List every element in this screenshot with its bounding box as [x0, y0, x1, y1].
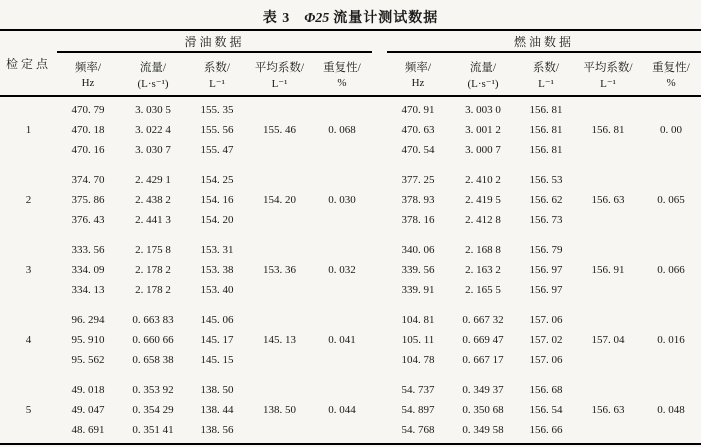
cell-repeatability: 0. 044	[328, 404, 356, 416]
cell-frequency: 470. 18	[71, 124, 105, 136]
group-gap	[372, 240, 387, 300]
col-label: 重复性/	[323, 62, 361, 74]
cell-flow: 2. 178 2	[135, 284, 171, 296]
cell-coefficient: 145. 17	[200, 334, 234, 346]
cell-coefficient: 155. 56	[200, 124, 234, 136]
cell-average-coefficient: 138. 50	[263, 404, 296, 416]
cell-coefficient: 153. 40	[200, 284, 234, 296]
col-header-coefficient	[517, 52, 575, 96]
cell-checkpoint: 4	[25, 334, 32, 346]
cell-frequency: 95. 562	[71, 354, 105, 366]
cell-average-coefficient: 154. 20	[263, 194, 296, 206]
col-unit: L⁻¹	[209, 77, 225, 90]
cell-coefficient: 154. 20	[200, 214, 234, 226]
cell-repeatability: 0. 048	[657, 404, 685, 416]
cell-coefficient: 157. 06	[529, 354, 563, 366]
table-title	[0, 0, 701, 29]
cell-flow: 2. 410 2	[465, 174, 501, 186]
cell-frequency: 334. 09	[71, 264, 105, 276]
cell-flow: 2. 441 3	[135, 214, 171, 226]
cell-repeatability: 0. 030	[328, 194, 356, 206]
spacer-row	[0, 160, 701, 170]
cell-coefficient: 138. 56	[200, 424, 234, 436]
col-label: 系数/	[532, 61, 560, 74]
cell-repeatability: 0. 032	[328, 264, 356, 276]
cell-coefficient: 156. 97	[529, 284, 563, 296]
group-gap	[372, 30, 387, 96]
table-row	[0, 240, 701, 260]
col-unit: L⁻¹	[600, 77, 616, 90]
col-label: 平均系数/	[583, 61, 633, 74]
cell-frequency: 470. 79	[71, 104, 105, 116]
cell-average-coefficient: 156. 63	[591, 404, 625, 416]
table-row	[0, 310, 701, 330]
cell-coefficient: 157. 06	[529, 314, 563, 326]
cell-flow: 0. 354 29	[132, 404, 174, 416]
cell-repeatability: 0. 066	[657, 264, 685, 276]
cell-flow: 2. 165 5	[465, 284, 501, 296]
cell-frequency: 54. 897	[401, 404, 435, 416]
cell-frequency: 378. 16	[401, 214, 435, 226]
data-table	[0, 29, 701, 445]
cell-frequency: 339. 91	[401, 284, 435, 296]
cell-checkpoint: 1	[25, 124, 32, 136]
cell-flow: 2. 168 8	[465, 244, 501, 256]
group-gap	[372, 100, 387, 160]
cell-frequency: 105. 11	[401, 334, 435, 346]
cell-flow: 0. 658 38	[132, 354, 174, 366]
cell-frequency: 104. 81	[401, 314, 435, 326]
table-number: 表 3	[262, 11, 291, 26]
table-row	[0, 100, 701, 120]
cell-flow: 2. 429 1	[135, 174, 171, 186]
cell-frequency: 333. 56	[71, 244, 105, 256]
col-header-average-coefficient	[575, 52, 641, 96]
cell-flow: 3. 030 5	[135, 104, 171, 116]
spacer-row	[0, 300, 701, 310]
cell-coefficient: 145. 06	[200, 314, 234, 326]
col-header-frequency	[387, 52, 449, 96]
cell-coefficient: 154. 16	[200, 194, 234, 206]
cell-coefficient: 154. 25	[200, 174, 234, 186]
cell-flow: 0. 669 47	[462, 334, 504, 346]
cell-repeatability: 0. 068	[328, 124, 356, 136]
cell-checkpoint: 2	[25, 194, 32, 206]
col-unit: L⁻¹	[538, 77, 554, 90]
col-label: 流量/	[469, 61, 497, 74]
cell-flow: 0. 350 68	[462, 404, 504, 416]
group-header-row	[0, 30, 701, 52]
col-label: 频率/	[74, 62, 102, 74]
cell-average-coefficient: 156. 81	[591, 124, 625, 136]
cell-coefficient: 155. 47	[200, 144, 234, 156]
cell-coefficient: 138. 44	[200, 404, 234, 416]
cell-coefficient: 156. 81	[529, 104, 563, 116]
cell-frequency: 470. 91	[401, 104, 435, 116]
cell-coefficient: 156. 54	[529, 404, 563, 416]
col-label: 频率/	[404, 62, 432, 74]
cell-checkpoint: 3	[25, 264, 32, 276]
cell-flow: 3. 001 2	[465, 124, 501, 136]
cell-coefficient: 156. 53	[529, 174, 563, 186]
col-label: 平均系数/	[254, 61, 305, 74]
cell-coefficient: 156. 66	[529, 424, 563, 436]
cell-frequency: 48. 691	[71, 424, 105, 436]
col-header-flow	[119, 52, 187, 96]
cell-coefficient: 156. 79	[529, 244, 563, 256]
col-header-frequency	[57, 52, 119, 96]
spacer-row	[0, 440, 701, 444]
cell-coefficient: 156. 81	[529, 144, 563, 156]
cell-frequency: 470. 54	[401, 144, 435, 156]
cell-flow: 0. 667 17	[462, 354, 504, 366]
table-title-text: 流量计测试数据	[333, 11, 439, 26]
row-header-label: 检定点	[0, 30, 57, 96]
col-unit: %	[666, 77, 676, 89]
cell-average-coefficient: 157. 04	[591, 334, 625, 346]
col-unit: Hz	[81, 77, 95, 89]
cell-repeatability: 0. 065	[657, 194, 685, 206]
cell-frequency: 339. 56	[401, 264, 435, 276]
group-header-fuel-oil: 燃油数据	[387, 30, 701, 52]
cell-frequency: 340. 06	[401, 244, 435, 256]
group-header-lube-oil: 滑油数据	[57, 30, 372, 52]
cell-repeatability: 0. 00	[660, 124, 683, 136]
table-row	[0, 380, 701, 400]
cell-flow: 0. 349 37	[462, 384, 504, 396]
cell-frequency: 374. 70	[71, 174, 105, 186]
cell-repeatability: 0. 016	[657, 334, 685, 346]
cell-frequency: 470. 63	[401, 124, 435, 136]
cell-flow: 3. 000 7	[465, 144, 501, 156]
cell-flow: 2. 419 5	[465, 194, 501, 206]
cell-flow: 3. 030 7	[135, 144, 171, 156]
cell-average-coefficient: 156. 91	[591, 264, 625, 276]
cell-average-coefficient: 155. 46	[263, 124, 296, 136]
cell-frequency: 96. 294	[71, 314, 105, 326]
cell-frequency: 470. 16	[71, 144, 105, 156]
group-gap	[372, 170, 387, 230]
column-header-row	[0, 52, 701, 96]
cell-frequency: 95. 910	[71, 334, 105, 346]
cell-coefficient: 138. 50	[200, 384, 234, 396]
spacer-row	[0, 230, 701, 240]
cell-coefficient: 156. 81	[529, 124, 563, 136]
cell-frequency: 54. 737	[401, 384, 435, 396]
col-header-repeatability	[641, 52, 701, 96]
cell-coefficient: 145. 15	[200, 354, 234, 366]
col-unit: L⁻¹	[271, 77, 288, 90]
cell-frequency: 49. 018	[71, 384, 105, 396]
cell-flow: 2. 163 2	[465, 264, 501, 276]
cell-coefficient: 156. 73	[529, 214, 563, 226]
cell-flow: 2. 178 2	[135, 264, 171, 276]
cell-flow: 0. 663 83	[132, 314, 174, 326]
cell-flow: 2. 438 2	[135, 194, 171, 206]
col-unit: %	[337, 77, 347, 89]
group-gap	[372, 380, 387, 440]
cell-checkpoint: 5	[25, 404, 32, 416]
cell-coefficient: 156. 68	[529, 384, 563, 396]
cell-flow: 3. 003 0	[465, 104, 501, 116]
col-label: 重复性/	[652, 62, 690, 74]
cell-frequency: 104. 78	[401, 354, 435, 366]
cell-frequency: 377. 25	[401, 174, 435, 186]
cell-flow: 0. 353 92	[132, 384, 174, 396]
cell-coefficient: 156. 97	[529, 264, 563, 276]
cell-flow: 0. 660 66	[132, 334, 174, 346]
cell-frequency: 334. 13	[71, 284, 105, 296]
col-header-average-coefficient	[247, 52, 312, 96]
col-unit: Hz	[411, 77, 425, 89]
cell-flow: 2. 412 8	[465, 214, 501, 226]
cell-average-coefficient: 153. 36	[263, 264, 296, 276]
cell-coefficient: 156. 62	[529, 194, 563, 206]
cell-flow: 0. 349 58	[462, 424, 504, 436]
cell-flow: 3. 022 4	[135, 124, 171, 136]
cell-average-coefficient: 145. 13	[263, 334, 296, 346]
cell-coefficient: 157. 02	[529, 334, 563, 346]
cell-coefficient: 153. 31	[200, 244, 234, 256]
cell-coefficient: 155. 35	[200, 104, 234, 116]
col-unit: (L·s⁻¹)	[137, 77, 169, 90]
spacer-row	[0, 370, 701, 380]
col-unit: (L·s⁻¹)	[467, 77, 499, 90]
table-title-phi: Φ25	[304, 11, 330, 26]
cell-repeatability: 0. 041	[328, 334, 356, 346]
col-header-repeatability	[312, 52, 372, 96]
cell-average-coefficient: 156. 63	[591, 194, 625, 206]
col-label: 流量/	[139, 61, 167, 74]
cell-frequency: 54. 768	[401, 424, 435, 436]
cell-flow: 2. 175 8	[135, 244, 171, 256]
table-row	[0, 170, 701, 190]
cell-coefficient: 153. 38	[200, 264, 234, 276]
cell-frequency: 375. 86	[71, 194, 105, 206]
col-label: 系数/	[203, 61, 231, 74]
cell-flow: 0. 667 32	[462, 314, 504, 326]
cell-frequency: 376. 43	[71, 214, 105, 226]
group-gap	[372, 310, 387, 370]
cell-flow: 0. 351 41	[132, 424, 174, 436]
cell-frequency: 49. 047	[71, 404, 105, 416]
cell-frequency: 378. 93	[401, 194, 435, 206]
col-header-flow	[449, 52, 517, 96]
col-header-coefficient	[187, 52, 247, 96]
